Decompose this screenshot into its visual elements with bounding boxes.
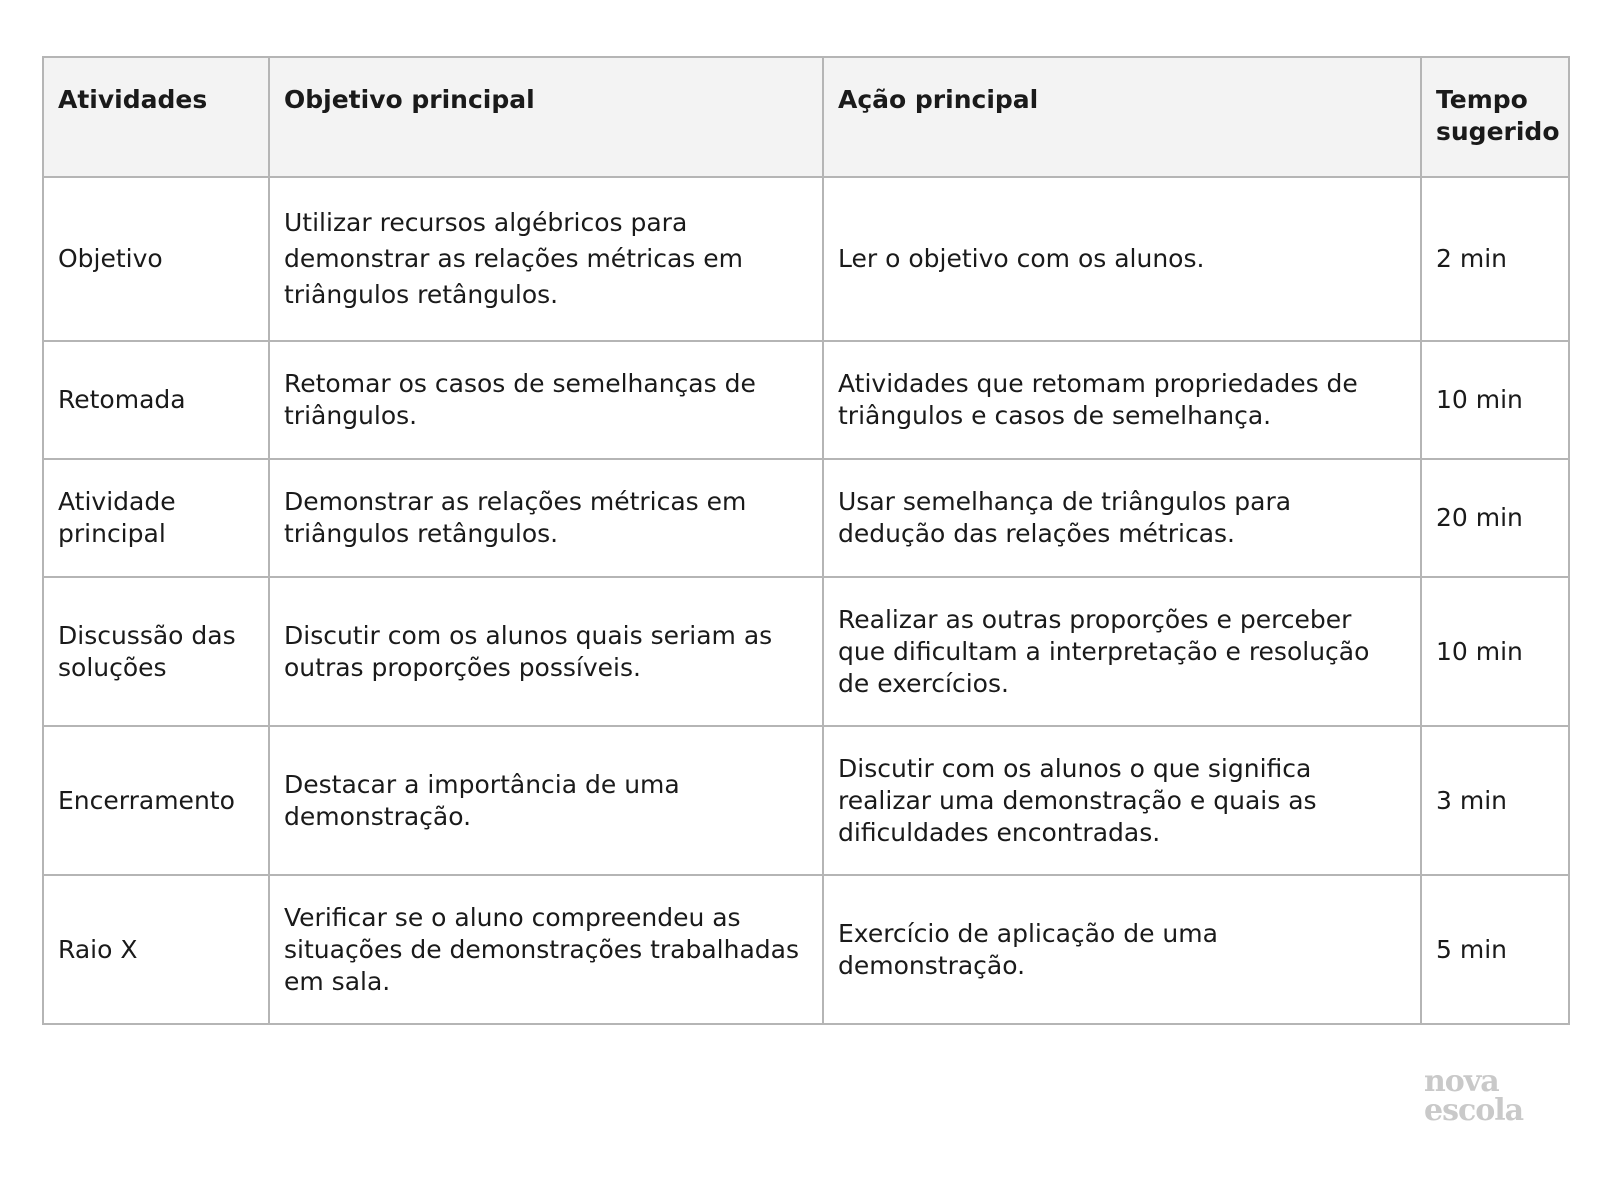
cell-acao: Atividades que retomam propriedades de triângulos e casos de semelhança.: [823, 341, 1421, 459]
header-acao-principal: Ação principal: [823, 57, 1421, 177]
table-row: [43, 726, 1569, 875]
cell-acao: Discutir com os alunos o que significa realizar uma demonstração e quais as dificuldades encontradas.: [823, 726, 1421, 875]
cell-objetivo: Utilizar recursos algébricos para demonstrar as relações métricas em triângulos retângulos.: [269, 177, 823, 341]
cell-atividade: Encerramento: [43, 726, 269, 875]
nova-escola-logo: [1424, 1064, 1524, 1128]
cell-tempo: 2 min: [1421, 177, 1569, 341]
cell-atividade: Objetivo: [43, 177, 269, 341]
header-row: [43, 57, 1569, 177]
cell-acao: Usar semelhança de triângulos para dedução das relações métricas.: [823, 459, 1421, 577]
cell-acao: Realizar as outras proporções e perceber que dificultam a interpretação e resolução de exercícios.: [823, 577, 1421, 726]
cell-objetivo: Destacar a importância de uma demonstração.: [269, 726, 823, 875]
cell-acao: Exercício de aplicação de uma demonstração.: [823, 875, 1421, 1024]
table-row: [43, 459, 1569, 577]
cell-objetivo: Discutir com os alunos quais seriam as outras proporções possíveis.: [269, 577, 823, 726]
cell-atividade: Atividade principal: [43, 459, 269, 577]
table-row: [43, 177, 1569, 341]
logo-line-escola: escola: [1424, 1092, 1524, 1128]
header-atividades: Atividades: [43, 57, 269, 177]
cell-objetivo: Retomar os casos de semelhanças de triângulos.: [269, 341, 823, 459]
cell-acao: Ler o objetivo com os alunos.: [823, 177, 1421, 341]
table-row: [43, 577, 1569, 726]
cell-tempo: 5 min: [1421, 875, 1569, 1024]
cell-atividade: Discussão das soluções: [43, 577, 269, 726]
table-header: [43, 57, 1569, 177]
table-body: [43, 177, 1569, 1024]
cell-tempo: 10 min: [1421, 341, 1569, 459]
cell-atividade: Raio X: [43, 875, 269, 1024]
table-row: [43, 875, 1569, 1024]
header-objetivo-principal: Objetivo principal: [269, 57, 823, 177]
cell-objetivo: Demonstrar as relações métricas em triângulos retângulos.: [269, 459, 823, 577]
cell-tempo: 10 min: [1421, 577, 1569, 726]
cell-atividade: Retomada: [43, 341, 269, 459]
lesson-plan-table: [42, 56, 1570, 1025]
table-row: [43, 341, 1569, 459]
cell-tempo: 3 min: [1421, 726, 1569, 875]
cell-objetivo: Verificar se o aluno compreendeu as situações de demonstrações trabalhadas em sala.: [269, 875, 823, 1024]
cell-tempo: 20 min: [1421, 459, 1569, 577]
header-tempo-sugerido: Tempo sugerido: [1421, 57, 1569, 177]
logo-line-nova: nova: [1424, 1064, 1499, 1099]
